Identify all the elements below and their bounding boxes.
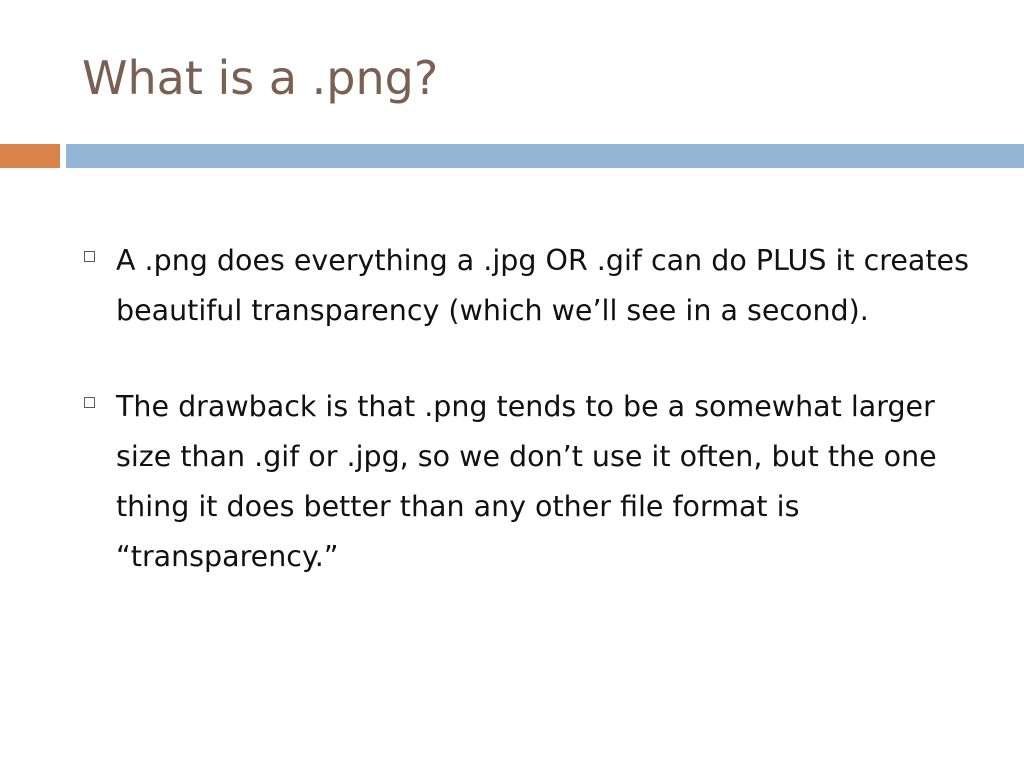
bullet-item — [84, 236, 984, 336]
bullet-text: The drawback is that .png tends to be a somewhat larger size than .gif or .jpg, so we don’t use it often, but the one thing it does better than any other file format is “transparency.” — [116, 390, 937, 573]
slide-title: What is a .png? — [82, 51, 439, 105]
accent-bar-blue — [66, 144, 1024, 168]
bullet-text: A .png does everything a .jpg OR .gif can do PLUS it creates beautiful transparency (which we’ll see in a second). — [116, 244, 969, 327]
hollow-square-icon — [84, 397, 95, 408]
accent-bar-orange — [0, 144, 60, 168]
bullet-item — [84, 382, 984, 582]
hollow-square-icon — [84, 251, 95, 262]
bullet-list — [84, 236, 984, 628]
